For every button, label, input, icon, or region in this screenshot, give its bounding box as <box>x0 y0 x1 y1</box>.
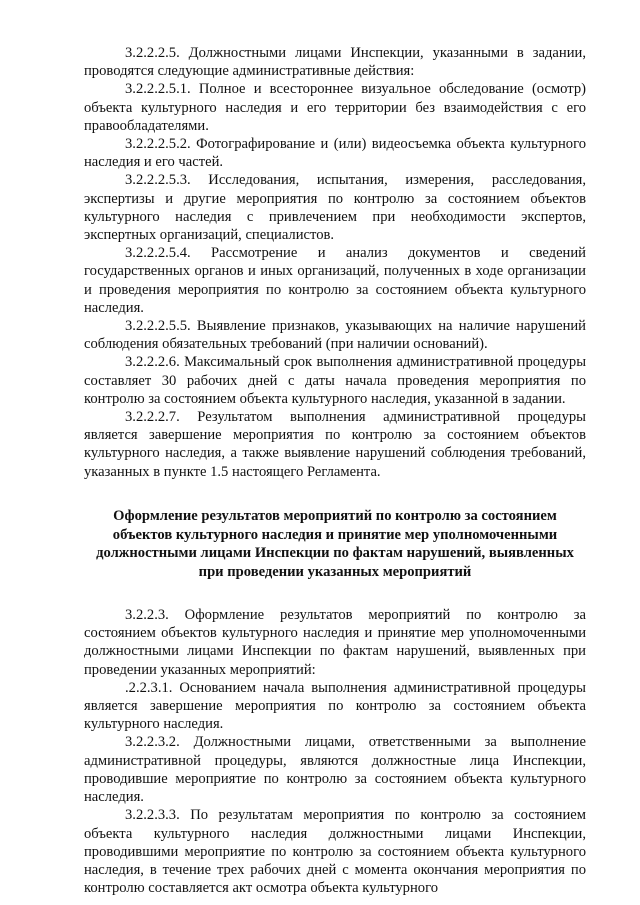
paragraph-3-2-2-2-7: 3.2.2.2.7. Результатом выполнения административной процедуры является завершение мероприятия по контролю за состоянием объектов культурного наследия, а также выявление нарушений соблюдения требований, указанных в пункте 1.5 настоящего Регламента. <box>84 409 586 480</box>
paragraph-3-2-2-2-5-2: 3.2.2.2.5.2. Фотографирование и (или) видеосъемка объекта культурного наследия и его частей. <box>84 136 586 171</box>
paragraph-3-2-2-2-5: 3.2.2.2.5. Должностными лицами Инспекции, указанными в задании, проводятся следующие административные действия: <box>84 45 586 80</box>
paragraph-3-2-2-2-6: 3.2.2.2.6. Максимальный срок выполнения административной процедуры составляет 30 рабочих дней с даты начала проведения мероприятия по контролю за состоянием объекта культурного наследия, указанной в задании. <box>84 354 586 407</box>
paragraph-3-2-2-3-2: 3.2.2.3.2. Должностными лицами, ответственными за выполнение административной процедуры, являются должностные лица Инспекции, проводившие мероприятие по контролю за состоянием объекта культурного наследия. <box>84 734 586 806</box>
paragraph-3-2-2-3: 3.2.2.3. Оформление результатов мероприятий по контролю за состоянием объектов культурного наследия и принятие мер уполномоченными должностными лицами Инспекции по фактам нарушений, выявленных при проведении указанных мероприятий: <box>84 607 586 678</box>
paragraph-3-2-2-2-5-5: 3.2.2.2.5.5. Выявление признаков, указывающих на наличие нарушений соблюдения обязательных требований (при наличии оснований). <box>84 318 586 353</box>
paragraph-3-2-2-2-5-4: 3.2.2.2.5.4. Рассмотрение и анализ документов и сведений государственных органов и иных организаций, полученных в ходе организации и проведения мероприятия по контролю за состоянием объекта культурного наследия. <box>84 245 586 316</box>
section-heading: Оформление результатов мероприятий по контролю за состоянием объектов культурного наследия и принятие мер уполномоченными должностными лицами Инспекции по фактам нарушений, выявленных при проведении указанных мероприятий <box>96 507 574 581</box>
paragraph-3-2-2-3-1: .2.2.3.1. Основанием начала выполнения административной процедуры является завершение мероприятия по контролю за состоянием объекта культурного наследия. <box>84 679 586 733</box>
paragraph-3-2-2-3-3: 3.2.2.3.3. По результатам мероприятия по контролю за состоянием объекта культурного наследия должностными лицами Инспекции, проводившими мероприятие по контролю за состоянием объекта культурного наследия, в течение трех рабочих дней с момента окончания мероприятия по контролю составляется акт осмотра объекта культурного <box>84 807 586 897</box>
paragraph-3-2-2-2-5-1: 3.2.2.2.5.1. Полное и всестороннее визуальное обследование (осмотр) объекта культурного наследия и его территории без взаимодействия с его правообладателями. <box>84 81 586 134</box>
paragraph-3-2-2-2-5-3: 3.2.2.2.5.3. Исследования, испытания, измерения, расследования, экспертизы и другие мероприятия по контролю за состоянием объектов культурного наследия с привлечением при необходимости экспертов, экспертных организаций, специалистов. <box>84 172 586 244</box>
spacer <box>84 582 586 606</box>
spacer <box>84 481 586 507</box>
document-page <box>84 44 586 897</box>
